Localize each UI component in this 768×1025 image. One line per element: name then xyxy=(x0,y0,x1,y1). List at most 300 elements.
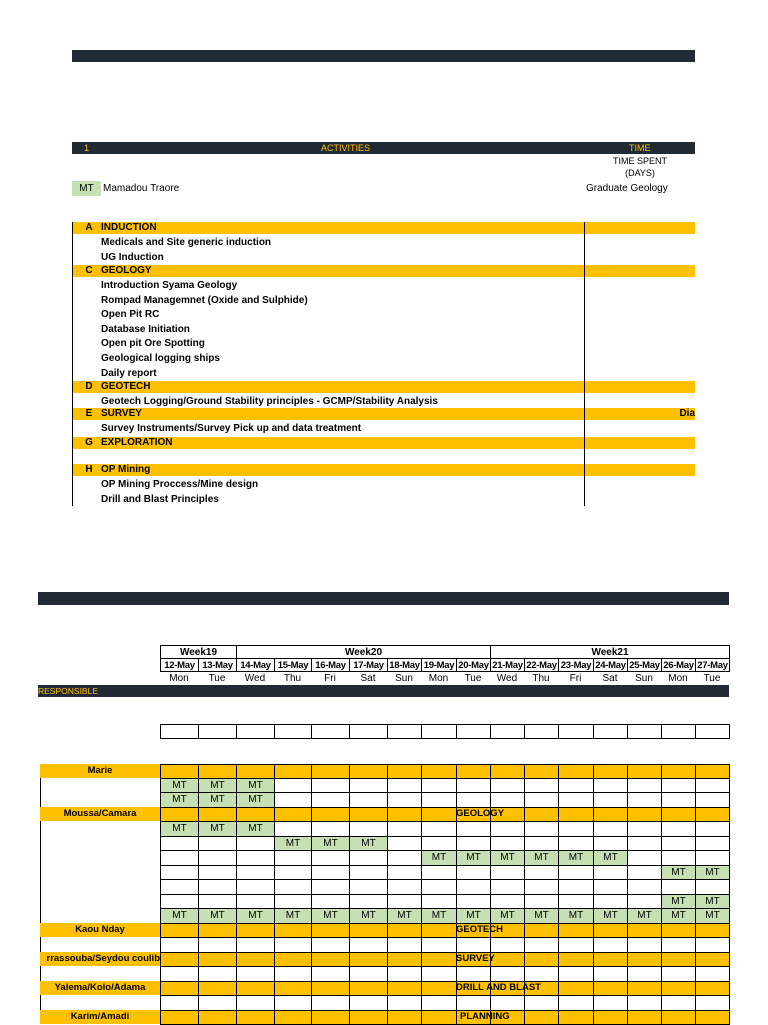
grid-cell-orange xyxy=(524,952,559,967)
schedule-mark: MT xyxy=(456,908,491,924)
schedule-mark: MT xyxy=(593,908,628,924)
date-header: 25-May xyxy=(627,658,662,672)
grid-cell-orange xyxy=(558,807,594,822)
grid-cell xyxy=(524,937,559,953)
grid-cell xyxy=(627,778,662,793)
grid-cell xyxy=(349,865,388,880)
grid-cell xyxy=(524,966,559,982)
grid-cell-orange xyxy=(236,1010,275,1025)
grid-cell-orange xyxy=(387,1010,422,1025)
grid-cell xyxy=(490,724,525,739)
responsible-name: rrassouba/Seydou coulib xyxy=(40,952,160,966)
grid-cell xyxy=(661,836,696,851)
date-header: 22-May xyxy=(524,658,559,672)
grid-cell xyxy=(593,836,628,851)
grid-cell-orange xyxy=(274,807,312,822)
time-spent-label xyxy=(585,155,695,179)
grid-cell xyxy=(593,894,628,909)
schedule-mark: MT xyxy=(236,778,275,793)
grid-cell-orange xyxy=(236,764,275,779)
grid-cell xyxy=(558,894,594,909)
schedule-mark: MT xyxy=(349,836,388,851)
schedule-mark: MT xyxy=(198,778,237,793)
grid-cell-orange xyxy=(593,764,628,779)
grid-cell xyxy=(311,850,350,866)
schedule-mark: MT xyxy=(311,836,350,851)
schedule-mark: MT xyxy=(198,821,237,837)
grid-cell xyxy=(558,865,594,880)
activity-item: UG Induction xyxy=(101,251,164,263)
grid-cell xyxy=(661,778,696,793)
grid-cell xyxy=(593,821,628,837)
grid-cell xyxy=(349,821,388,837)
grid-cell xyxy=(456,792,491,808)
grid-cell xyxy=(421,724,457,739)
grid-cell xyxy=(274,778,312,793)
grid-cell-orange xyxy=(349,1010,388,1025)
header-activities: ACTIVITIES xyxy=(321,143,371,153)
grid-cell-orange xyxy=(274,764,312,779)
activity-item: Survey Instruments/Survey Pick up and data treatment xyxy=(101,423,362,434)
grid-cell xyxy=(661,821,696,837)
responsible-blank xyxy=(40,836,160,850)
grid-cell xyxy=(274,966,312,982)
schedule-mark: MT xyxy=(661,908,696,924)
grid-cell xyxy=(236,894,275,909)
grid-cell-orange xyxy=(627,807,662,822)
schedule-mark: MT xyxy=(661,894,696,909)
grid-cell-orange xyxy=(160,807,199,822)
grid-cell xyxy=(274,792,312,808)
activity-item: Geological logging ships xyxy=(101,353,220,364)
schedule-mark: MT xyxy=(490,850,525,866)
grid-cell xyxy=(349,894,388,909)
time-spent-line2: (DAYS) xyxy=(625,168,655,178)
grid-cell xyxy=(160,894,199,909)
grid-cell-orange xyxy=(198,807,237,822)
grid-cell xyxy=(524,778,559,793)
grid-cell-orange xyxy=(160,981,199,996)
responsible-name: Moussa/Camara xyxy=(40,807,160,821)
grid-cell-orange xyxy=(490,952,525,967)
grid-cell-orange xyxy=(160,952,199,967)
grid-cell-orange xyxy=(311,807,350,822)
grid-cell xyxy=(311,995,350,1011)
responsible-name: Karim/Amadi xyxy=(40,1010,160,1024)
activity-item: Medicals and Site generic induction xyxy=(101,237,272,248)
schedule-mark: MT xyxy=(490,908,525,924)
table-left-border xyxy=(72,222,73,506)
day-label: Fri xyxy=(569,673,582,684)
grid-cell-orange xyxy=(421,807,457,822)
day-label: Tue xyxy=(703,673,721,684)
grid-cell xyxy=(627,879,662,895)
grid-cell-orange xyxy=(695,807,730,822)
grid-cell xyxy=(387,792,422,808)
date-header: 19-May xyxy=(421,658,457,672)
grid-cell-orange xyxy=(524,1010,559,1025)
grid-cell xyxy=(456,894,491,909)
grid-cell-orange xyxy=(456,764,491,779)
grid-cell xyxy=(236,836,275,851)
grid-cell-orange xyxy=(349,764,388,779)
grid-cell-orange xyxy=(593,952,628,967)
schedule-mark: MT xyxy=(236,821,275,837)
grid-cell xyxy=(198,879,237,895)
responsible-blank xyxy=(40,894,160,908)
date-header: 27-May xyxy=(695,658,730,672)
time-spent-line1: TIME SPENT xyxy=(612,156,667,166)
grid-cell xyxy=(627,724,662,739)
grid-cell-orange xyxy=(627,764,662,779)
day-label: Sun xyxy=(635,673,653,684)
date-header: 21-May xyxy=(490,658,525,672)
schedule-title-bar xyxy=(38,592,729,605)
grid-cell xyxy=(274,724,312,739)
grid-cell xyxy=(524,865,559,880)
grid-cell-orange xyxy=(349,952,388,967)
schedule-mark: MT xyxy=(695,865,730,880)
grid-cell-orange xyxy=(558,952,594,967)
grid-cell-orange xyxy=(661,923,696,938)
responsible-name: Kaou Nday xyxy=(40,923,160,937)
grid-cell xyxy=(661,966,696,982)
date-header: 14-May xyxy=(236,658,275,672)
grid-cell-orange xyxy=(558,764,594,779)
grid-cell xyxy=(627,966,662,982)
grid-cell xyxy=(490,879,525,895)
date-header: 23-May xyxy=(558,658,594,672)
grid-cell-orange xyxy=(274,1010,312,1025)
activity-item: Drill and Blast Principles xyxy=(101,493,219,505)
grid-cell-orange xyxy=(160,923,199,938)
activity-item: Rompad Managemnet (Oxide and Sulphide) xyxy=(101,294,308,306)
grid-cell-orange xyxy=(236,923,275,938)
grid-cell xyxy=(627,995,662,1011)
grid-cell xyxy=(311,778,350,793)
grid-cell xyxy=(236,850,275,866)
grid-cell xyxy=(421,778,457,793)
day-label: Wed xyxy=(244,673,266,684)
grid-cell xyxy=(387,966,422,982)
grid-cell xyxy=(524,879,559,895)
responsible-name: Yalema/Kolo/Adama xyxy=(40,981,160,995)
grid-cell-orange xyxy=(593,981,628,996)
header-time: TIME xyxy=(629,143,651,153)
responsible-blank xyxy=(40,821,160,836)
schedule-mark: MT xyxy=(160,821,199,837)
grid-cell-orange xyxy=(421,764,457,779)
grid-cell-orange xyxy=(311,952,350,967)
grid-cell-orange xyxy=(627,952,662,967)
grid-cell xyxy=(490,937,525,953)
grid-cell-orange xyxy=(198,1010,237,1025)
grid-cell xyxy=(558,937,594,953)
grid-cell xyxy=(387,836,422,851)
responsible-header: RESPONSIBLE xyxy=(38,685,729,697)
section-name: GEOLOGY xyxy=(101,265,152,276)
section-letter: E xyxy=(85,408,93,419)
section-name: INDUCTION xyxy=(101,222,157,233)
grid-cell xyxy=(160,836,199,851)
grid-cell-orange xyxy=(627,1010,662,1025)
grid-cell-orange xyxy=(349,981,388,996)
grid-cell xyxy=(311,966,350,982)
day-label: Wed xyxy=(496,673,518,684)
section-exploration xyxy=(72,437,695,449)
section-name: SURVEY xyxy=(101,408,142,419)
grid-cell-orange xyxy=(695,1010,730,1025)
grid-cell-orange xyxy=(387,923,422,938)
grid-cell xyxy=(558,821,594,837)
schedule-mark: MT xyxy=(160,792,199,808)
grid-cell xyxy=(456,937,491,953)
grid-cell-orange xyxy=(198,952,237,967)
grid-cell-orange xyxy=(421,981,457,996)
schedule-mark: MT xyxy=(349,908,388,924)
responsible-blank xyxy=(40,995,160,1010)
date-header: 24-May xyxy=(593,658,628,672)
grid-cell xyxy=(695,879,730,895)
schedule-mark: MT xyxy=(198,792,237,808)
date-header: 16-May xyxy=(311,658,350,672)
grid-cell-orange xyxy=(198,923,237,938)
grid-cell-orange xyxy=(695,952,730,967)
schedule-mark: MT xyxy=(593,850,628,866)
grid-cell-orange xyxy=(695,923,730,938)
grid-cell xyxy=(236,966,275,982)
section-survey xyxy=(72,408,695,420)
grid-cell xyxy=(558,879,594,895)
grid-cell xyxy=(160,937,199,953)
grid-cell xyxy=(490,894,525,909)
schedule-mark: MT xyxy=(311,908,350,924)
grid-cell xyxy=(695,724,730,739)
grid-cell xyxy=(198,850,237,866)
schedule-mark: MT xyxy=(421,908,457,924)
schedule-mark: MT xyxy=(456,850,491,866)
grid-cell xyxy=(558,724,594,739)
grid-cell xyxy=(421,995,457,1011)
grid-cell-orange xyxy=(198,981,237,996)
grid-cell xyxy=(421,894,457,909)
grid-cell xyxy=(695,966,730,982)
grid-cell xyxy=(456,836,491,851)
grid-cell xyxy=(524,821,559,837)
grid-cell xyxy=(593,792,628,808)
grid-cell xyxy=(274,995,312,1011)
grid-cell-orange xyxy=(593,807,628,822)
grid-cell xyxy=(661,995,696,1011)
grid-cell xyxy=(236,879,275,895)
category-label: DRILL AND BLAST xyxy=(456,982,541,993)
grid-cell xyxy=(695,792,730,808)
grid-cell xyxy=(593,937,628,953)
day-label: Mon xyxy=(428,673,449,684)
day-label: Tue xyxy=(464,673,482,684)
grid-cell xyxy=(421,792,457,808)
grid-cell xyxy=(490,778,525,793)
grid-cell xyxy=(274,850,312,866)
week-header: Week19 xyxy=(160,645,237,659)
grid-cell xyxy=(198,865,237,880)
activities-header-row xyxy=(72,142,695,154)
day-label: Thu xyxy=(532,673,550,684)
grid-cell xyxy=(627,894,662,909)
grid-cell xyxy=(456,821,491,837)
grid-cell-orange xyxy=(311,1010,350,1025)
grid-cell xyxy=(593,778,628,793)
grid-cell-orange xyxy=(558,981,594,996)
grid-cell xyxy=(236,865,275,880)
header-number: 1 xyxy=(84,143,90,153)
activity-item: Geotech Logging/Ground Stability principles - GCMP/Stability Analysis xyxy=(101,396,438,407)
grid-cell xyxy=(236,724,275,739)
grid-cell-orange xyxy=(661,807,696,822)
week-header: Week20 xyxy=(236,645,491,659)
grid-cell xyxy=(198,966,237,982)
date-header: 17-May xyxy=(349,658,388,672)
grid-cell xyxy=(490,821,525,837)
grid-cell xyxy=(349,966,388,982)
grid-cell xyxy=(627,792,662,808)
schedule-mark: MT xyxy=(274,908,312,924)
activity-item: Daily report xyxy=(101,367,157,379)
grid-cell xyxy=(524,894,559,909)
grid-cell xyxy=(490,995,525,1011)
date-header: 13-May xyxy=(198,658,237,672)
day-label: Fri xyxy=(324,673,336,684)
grid-cell-orange xyxy=(274,952,312,967)
grid-cell xyxy=(198,724,237,739)
section-name: EXPLORATION xyxy=(101,437,173,448)
grid-cell xyxy=(160,865,199,880)
grid-cell xyxy=(627,865,662,880)
grid-cell xyxy=(490,792,525,808)
grid-cell xyxy=(387,995,422,1011)
grid-cell xyxy=(387,937,422,953)
grid-cell xyxy=(661,879,696,895)
grid-cell xyxy=(524,724,559,739)
grid-cell xyxy=(349,850,388,866)
activity-item: Open pit Ore Spotting xyxy=(101,338,205,350)
section-letter: D xyxy=(85,381,93,392)
section-letter: H xyxy=(85,464,93,475)
grid-cell-orange xyxy=(593,923,628,938)
schedule-mark: MT xyxy=(160,778,199,793)
grid-cell xyxy=(456,995,491,1011)
grid-cell-orange xyxy=(524,807,559,822)
grid-cell xyxy=(421,865,457,880)
grid-cell-orange xyxy=(198,764,237,779)
schedule-mark: MT xyxy=(558,908,594,924)
grid-cell xyxy=(387,865,422,880)
day-label: Tue xyxy=(208,673,226,684)
grid-cell xyxy=(274,894,312,909)
grid-cell xyxy=(593,724,628,739)
responsible-blank xyxy=(40,865,160,879)
grid-cell-orange xyxy=(236,981,275,996)
section-name: GEOTECH xyxy=(101,381,151,392)
grid-cell xyxy=(311,879,350,895)
grid-cell xyxy=(421,937,457,953)
responsible-blank xyxy=(40,966,160,981)
grid-cell xyxy=(311,894,350,909)
grid-cell xyxy=(236,937,275,953)
top-title-bar xyxy=(72,50,695,62)
schedule-mark: MT xyxy=(661,865,696,880)
responsible-blank xyxy=(40,908,160,923)
responsible-name: Marie xyxy=(40,764,160,778)
grid-cell xyxy=(695,937,730,953)
grid-cell xyxy=(661,937,696,953)
section-geotech xyxy=(72,381,695,393)
grid-cell xyxy=(387,850,422,866)
grid-cell xyxy=(695,850,730,866)
grid-cell xyxy=(524,836,559,851)
section-letter: C xyxy=(85,265,93,276)
grid-cell xyxy=(524,995,559,1011)
section-op-mining xyxy=(72,464,695,476)
grid-cell-orange xyxy=(387,807,422,822)
schedule-mark: MT xyxy=(524,908,559,924)
grid-cell-orange xyxy=(349,807,388,822)
grid-cell-orange xyxy=(627,981,662,996)
grid-cell xyxy=(593,865,628,880)
grid-cell xyxy=(695,778,730,793)
grid-cell-orange xyxy=(274,981,312,996)
grid-cell xyxy=(421,879,457,895)
grid-cell xyxy=(695,836,730,851)
grid-cell xyxy=(236,995,275,1011)
grid-cell-orange xyxy=(387,952,422,967)
grid-cell-orange xyxy=(160,764,199,779)
date-header: 18-May xyxy=(387,658,422,672)
grid-cell xyxy=(661,724,696,739)
grid-cell xyxy=(593,879,628,895)
grid-cell xyxy=(387,778,422,793)
grid-cell xyxy=(160,879,199,895)
responsible-blank xyxy=(40,850,160,865)
schedule-mark: MT xyxy=(274,836,312,851)
grid-cell-orange xyxy=(558,1010,594,1025)
grid-cell xyxy=(558,836,594,851)
grid-cell xyxy=(160,966,199,982)
grid-cell xyxy=(387,724,422,739)
grid-cell-orange xyxy=(695,981,730,996)
grid-cell-orange xyxy=(524,764,559,779)
grid-cell xyxy=(311,937,350,953)
category-label: GEOTECH xyxy=(456,924,503,935)
section-right-text: Dia xyxy=(679,408,695,419)
grid-cell xyxy=(349,778,388,793)
grid-cell xyxy=(160,995,199,1011)
grid-cell-orange xyxy=(421,1010,457,1025)
grid-cell xyxy=(456,865,491,880)
day-label: Mon xyxy=(169,673,189,684)
schedule-mark: MT xyxy=(558,850,594,866)
grid-cell xyxy=(695,995,730,1011)
schedule-mark: MT xyxy=(695,908,730,924)
grid-cell xyxy=(627,836,662,851)
person-initials-badge: MT xyxy=(72,181,101,196)
grid-cell xyxy=(387,821,422,837)
responsible-blank xyxy=(40,937,160,952)
section-letter: G xyxy=(85,437,93,448)
grid-cell xyxy=(456,966,491,982)
grid-cell-orange xyxy=(661,981,696,996)
grid-cell xyxy=(627,937,662,953)
